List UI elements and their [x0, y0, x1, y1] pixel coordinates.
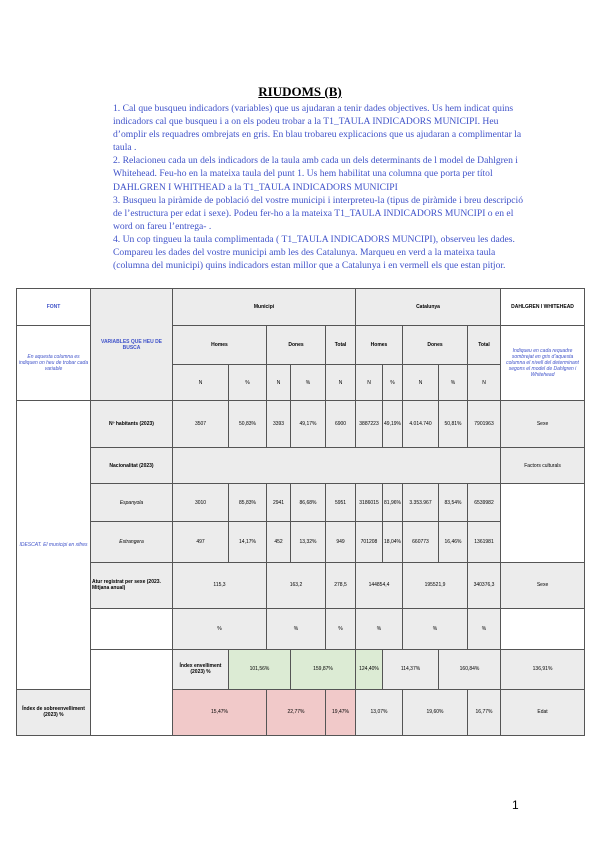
dahlgren-cell-empty — [501, 484, 585, 562]
cell: 1361981 — [468, 522, 501, 562]
cell: 3887223 — [356, 401, 383, 448]
cell: 49,17% — [291, 401, 326, 448]
cell: 660773 — [403, 522, 439, 562]
dahlgren-note: Indiqueu en cada requadre sombrejat en gris d’aquesta columna el nivell del determinant segons el model de Dahlgren i Whitehead — [501, 326, 585, 401]
dahlgren-cell: Sexe — [501, 562, 585, 608]
cell: 340376,3 — [468, 562, 501, 608]
row-label: Índex envelliment (2023) % — [173, 649, 229, 689]
cell: 136,91% — [501, 649, 585, 689]
cell: 13,07% — [356, 689, 403, 735]
cell: 7901963 — [468, 401, 501, 448]
table-row — [17, 522, 585, 562]
table-row — [17, 649, 585, 689]
dahlgren-cell: Edat — [501, 689, 585, 735]
pct-header: % — [403, 608, 468, 649]
empty-cell — [91, 608, 173, 649]
cell: 19,47% — [326, 689, 356, 735]
instruction-3: 3. Busqueu la piràmide de població del vostre municipi i interpreteu-la (tipus de piràmide i breu descripció de l’estructura per edat i sexe). Podeu fer-ho a la mateixa T1_TAULA INDICADORS MUNCIPI o en el word on fareu l’entrega- . — [113, 194, 524, 232]
cell: 115,3 — [173, 562, 267, 608]
table-row — [17, 608, 585, 649]
empty-cell — [173, 448, 501, 484]
variables-header: VARIABLES QUE HEU DE BUSCA — [91, 289, 173, 401]
cell: 19,60% — [403, 689, 468, 735]
pct-header: % — [468, 608, 501, 649]
cell: 16,46% — [439, 522, 468, 562]
cell: 163,2 — [267, 562, 326, 608]
instruction-2: 2. Relacioneu cada un dels indicadors de la taula amb cada un dels determinants de l model de Dahlgren i Whitehead. Feu-ho en la mateixa taula del punt 1. Us hem habilitat una columna que porta per títol DAHLGREN I WHITHEAD a la T1_TAULA INDICADORS MUNICIPI — [113, 155, 518, 193]
cell: 160,84% — [439, 649, 501, 689]
n-header: N — [356, 365, 383, 401]
cell: 3507 — [173, 401, 229, 448]
pct-header: % — [326, 608, 356, 649]
pct-header: % — [229, 365, 267, 401]
page-number: 1 — [512, 798, 519, 812]
cell: 3010 — [173, 484, 229, 522]
cell: 3186015 — [356, 484, 383, 522]
cell: 13,32% — [291, 522, 326, 562]
cell: 86,68% — [291, 484, 326, 522]
cat-total-header: Total — [468, 326, 501, 365]
cell: 278,5 — [326, 562, 356, 608]
cell: 2941 — [267, 484, 291, 522]
row-label: Atur registrat per sexe (2023. Mitjana anual) — [91, 562, 173, 608]
cat-homes-header: Homes — [356, 326, 403, 365]
cell: 159,87% — [291, 649, 356, 689]
cell: 50,83% — [229, 401, 267, 448]
cell: 497 — [173, 522, 229, 562]
table-row — [17, 448, 585, 484]
n-header: N — [267, 365, 291, 401]
cell: 16,77% — [468, 689, 501, 735]
cell: 15,47% — [173, 689, 267, 735]
source-cell: IDESCAT. El municipi en xifres — [17, 401, 91, 690]
cell: 6900 — [326, 401, 356, 448]
mun-homes-header: Homes — [173, 326, 267, 365]
cell: 701208 — [356, 522, 383, 562]
dahlgren-cell: Factors culturals — [501, 448, 585, 484]
cell: 3.353.967 — [403, 484, 439, 522]
cell: 5951 — [326, 484, 356, 522]
cell: 452 — [267, 522, 291, 562]
row-label: Nº habitants (2023) — [91, 401, 173, 448]
font-note: En aquesta columna es indiquen on heu de trobar cada variable — [17, 326, 91, 401]
pct-header: % — [356, 608, 403, 649]
page-title: RIUDOMS (B) — [258, 84, 342, 99]
n-header: N — [468, 365, 501, 401]
font-header: FONT — [17, 289, 91, 326]
cell: 195521,9 — [403, 562, 468, 608]
pct-header: % — [267, 608, 326, 649]
cell: 49,19% — [383, 401, 403, 448]
cell: 949 — [326, 522, 356, 562]
source-cell-empty — [91, 649, 173, 735]
cell: 50,81% — [439, 401, 468, 448]
cell: 6539982 — [468, 484, 501, 522]
municipi-header: Municipi — [173, 289, 356, 326]
instruction-1: 1. Cal que busqueu indicadors (variables) que us ajudaran a tenir dades objectives. Us hem indicat quins indicadors cal que busqueu i a on els podeu trobar a la T1_TAULA INDICADORS MUNICIPI. Heu d’omplir els requadres ombrejats en gris. En blau trobareu explicacions que us ajudaran a complimentar la taula . — [113, 103, 522, 154]
dahlgren-cell: Sexe — [501, 401, 585, 448]
table-row — [17, 401, 585, 448]
cat-dones-header: Dones — [403, 326, 468, 365]
cell: 114,37% — [383, 649, 439, 689]
mun-dones-header: Dones — [267, 326, 326, 365]
instruction-4: 4. Un cop tingueu la taula complimentada ( T1_TAULA INDICADORS MUNCIPI), observeu les dades. Compareu les dades del vostre municipi amb les des Catalunya. Marqueu en verd a la mateixa taula (columna del municipi) quins indicadors estan millor que a Catalunya i en vermell els que estan pitjor. — [113, 233, 515, 272]
pct-header: % — [383, 365, 403, 401]
cell: 85,83% — [229, 484, 267, 522]
row-label: Estrangera — [91, 522, 173, 562]
pct-header: % — [439, 365, 468, 401]
cell: 81,96% — [383, 484, 403, 522]
n-header: N — [326, 365, 356, 401]
cell: 83,54% — [439, 484, 468, 522]
cell: 14,17% — [229, 522, 267, 562]
pct-header: % — [291, 365, 326, 401]
cell: 144854,4 — [356, 562, 403, 608]
n-header: N — [403, 365, 439, 401]
row-label: Índex de sobreenvelliment (2023) % — [17, 689, 91, 735]
catalunya-header: Catalunya — [356, 289, 501, 326]
cell: 22,77% — [267, 689, 326, 735]
indicators-table — [16, 288, 585, 736]
cell: 3393 — [267, 401, 291, 448]
mun-total-header: Total — [326, 326, 356, 365]
n-header: N — [173, 365, 229, 401]
cell: 101,56% — [229, 649, 291, 689]
row-label: Nacionalitat (2023) — [91, 448, 173, 484]
cell: 124,40% — [356, 649, 383, 689]
empty-cell — [501, 608, 585, 649]
pct-header: % — [173, 608, 267, 649]
cell: 18,04% — [383, 522, 403, 562]
instructions-block — [113, 102, 523, 272]
table-row — [17, 484, 585, 522]
row-label: Espanyola — [91, 484, 173, 522]
table-row — [17, 562, 585, 608]
cell: 4.014.740 — [403, 401, 439, 448]
dahlgren-header: DAHLGREN I WHITEHEAD — [501, 289, 585, 326]
